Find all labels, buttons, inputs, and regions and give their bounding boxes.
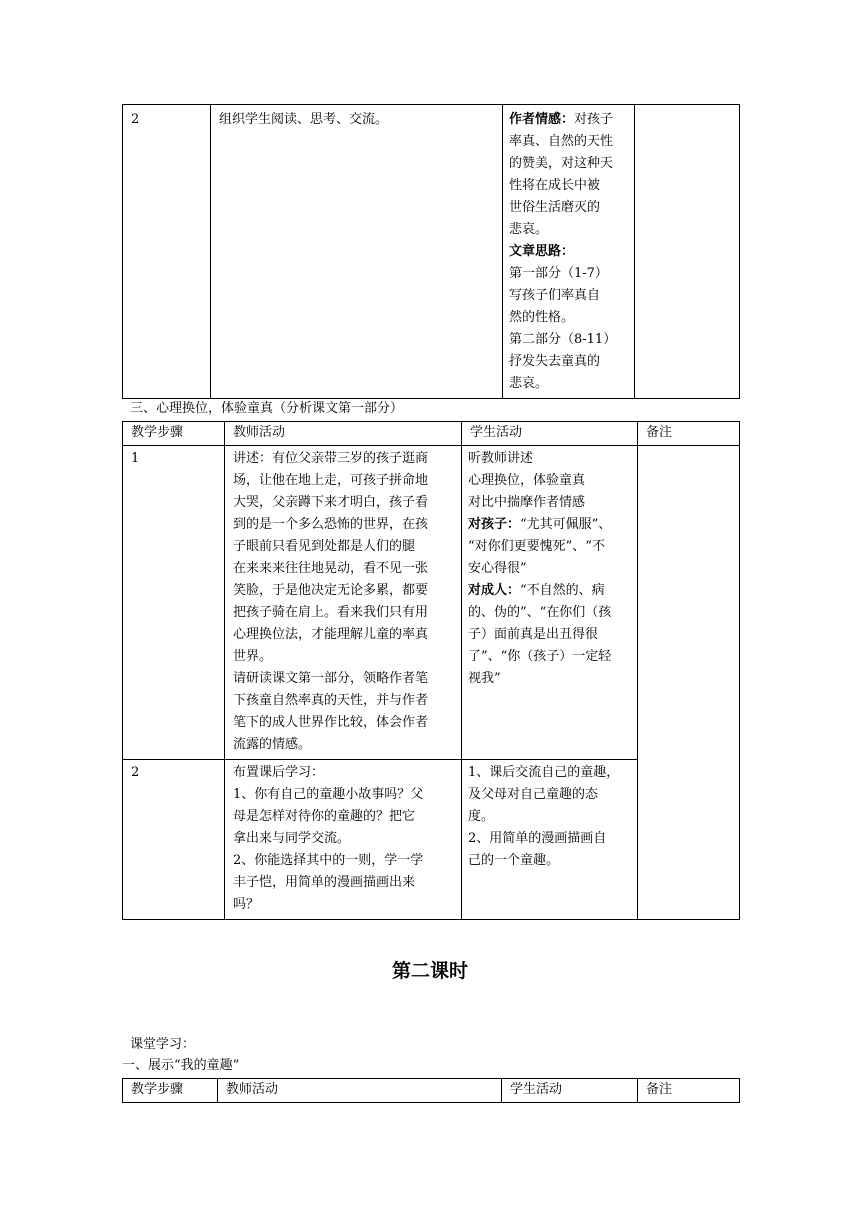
part2-text: 悲哀。: [509, 376, 549, 391]
step-cell: 2: [123, 760, 225, 920]
column-header: 教学步骤: [123, 1079, 218, 1103]
section-caption: 三、心理换位，体验童真（分析课文第一部分）: [130, 401, 404, 416]
text-line: 下孩童自然率真的天性，并与作者: [233, 693, 429, 708]
emotion-label: 作者情感：: [509, 112, 575, 127]
text-line: 讲述：有位父亲带三岁的孩子逛商: [233, 451, 429, 466]
adult-label: 对成人：: [468, 583, 521, 598]
text-line: 到的是一个多么恐怖的世界，在孩: [233, 517, 429, 532]
table-row: [123, 105, 740, 399]
text-line: “不自然的、病: [520, 583, 605, 598]
text-line: 拿出来与同学交流。: [233, 831, 351, 846]
section-caption: 一、展示“我的童趣”: [122, 1058, 240, 1073]
text-line: 2、你能选择其中的一则，学一学: [233, 853, 424, 868]
text-line: 子眼前只看见到处都是人们的腿: [233, 539, 416, 554]
text-line: 流露的情感。: [233, 737, 312, 752]
column-header: 备注: [638, 1079, 740, 1103]
section-title: 第二课时: [391, 960, 468, 982]
text-line: 子）面前真是出丑得很: [468, 627, 599, 642]
teacher-activity-cell: [225, 760, 462, 920]
text-line: 1、课后交流自己的童趣，: [468, 765, 620, 780]
lesson-table-part-3: [122, 421, 740, 920]
note-cell: [635, 105, 740, 399]
lesson-table-part-4: [122, 1078, 740, 1103]
table-header-row: [123, 422, 740, 446]
student-activity-cell: [462, 760, 638, 920]
column-header: 备注: [638, 422, 740, 446]
text-line: 视我”: [468, 671, 501, 686]
emotion-text: 的赞美，对这种天: [509, 156, 614, 171]
text-line: 吗？: [233, 897, 260, 912]
part2-text: 第二部分（8-11）: [509, 332, 617, 347]
text-line: 请研读课文第一部分，领略作者笔: [233, 671, 429, 686]
text-line: 笑脸，于是他决定无论多累，都要: [233, 583, 429, 598]
text-line: 2、用简单的漫画描画自: [468, 831, 607, 846]
text-line: 及父母对自己童趣的态: [468, 787, 599, 802]
text-line: 安心得很”: [468, 561, 527, 576]
text-line: 听教师讲述: [468, 451, 534, 466]
text-line: 心理换位法，才能理解儿童的率真: [233, 627, 429, 642]
student-activity-cell: [462, 446, 638, 760]
note-cell: [638, 446, 740, 920]
text-line: 大哭，父亲蹲下来才明白，孩子看: [233, 495, 429, 510]
text-line: 在来来来往往地晃动，看不见一张: [233, 561, 429, 576]
text-line: 场，让他在地上走，可孩子拼命地: [233, 473, 429, 488]
text-line: 对比中揣摩作者情感: [468, 495, 586, 510]
column-header: 教学步骤: [123, 422, 225, 446]
child-label: 对孩子：: [468, 517, 521, 532]
emotion-text: 世俗生活磨灭的: [509, 200, 601, 215]
text-line: 丰子恺，用简单的漫画描画出来: [233, 875, 416, 890]
teacher-activity-cell: 组织学生阅读、思考、交流。: [211, 105, 503, 399]
teacher-activity-cell: [225, 446, 462, 760]
part1-text: 写孩子们率真自: [509, 288, 601, 303]
emotion-text: 悲哀。: [509, 222, 549, 237]
column-header: 学生活动: [462, 422, 638, 446]
text-line: 世界。: [233, 649, 273, 664]
text-line: 己的一个童趣。: [468, 853, 560, 868]
emotion-text: 对孩子: [574, 112, 614, 127]
emotion-text: 率真、自然的天性: [509, 134, 614, 149]
text-line: 笔下的成人世界作比较，体会作者: [233, 715, 429, 730]
table-row: [123, 446, 740, 760]
part1-text: 第一部分（1-7）: [509, 266, 608, 281]
student-activity-cell: [503, 105, 635, 399]
emotion-text: 性将在成长中被: [509, 178, 601, 193]
column-header: 教师活动: [225, 422, 462, 446]
text-line: 了”、“你（孩子）一定轻: [468, 649, 612, 664]
step-cell: 1: [123, 446, 225, 760]
part2-text: 抒发失去童真的: [509, 354, 601, 369]
lesson-table-part-2: [122, 104, 740, 399]
text-line: 度。: [468, 809, 495, 824]
text-line: 布置课后学习：: [233, 765, 325, 780]
text-line: “尤其可佩服”、: [520, 517, 612, 532]
text-line: 的、伪的”、“在你们（孩: [468, 605, 612, 620]
text-line: 把孩子骑在肩上。看来我们只有用: [233, 605, 429, 620]
text-line: 心理换位，体验童真: [468, 473, 586, 488]
text-line: 1、你有自己的童趣小故事吗？父: [233, 787, 424, 802]
part1-text: 然的性格。: [509, 310, 575, 325]
step-cell: 2: [123, 105, 211, 399]
structure-label: 文章思路：: [509, 244, 575, 259]
text-line: “对你们更要愧死”、“不: [468, 539, 605, 554]
column-header: 教师活动: [218, 1079, 502, 1103]
classroom-label: 课堂学习：: [130, 1037, 196, 1052]
text-line: 母是怎样对待你的童趣的？把它: [233, 809, 416, 824]
column-header: 学生活动: [502, 1079, 638, 1103]
table-header-row: [123, 1079, 740, 1103]
